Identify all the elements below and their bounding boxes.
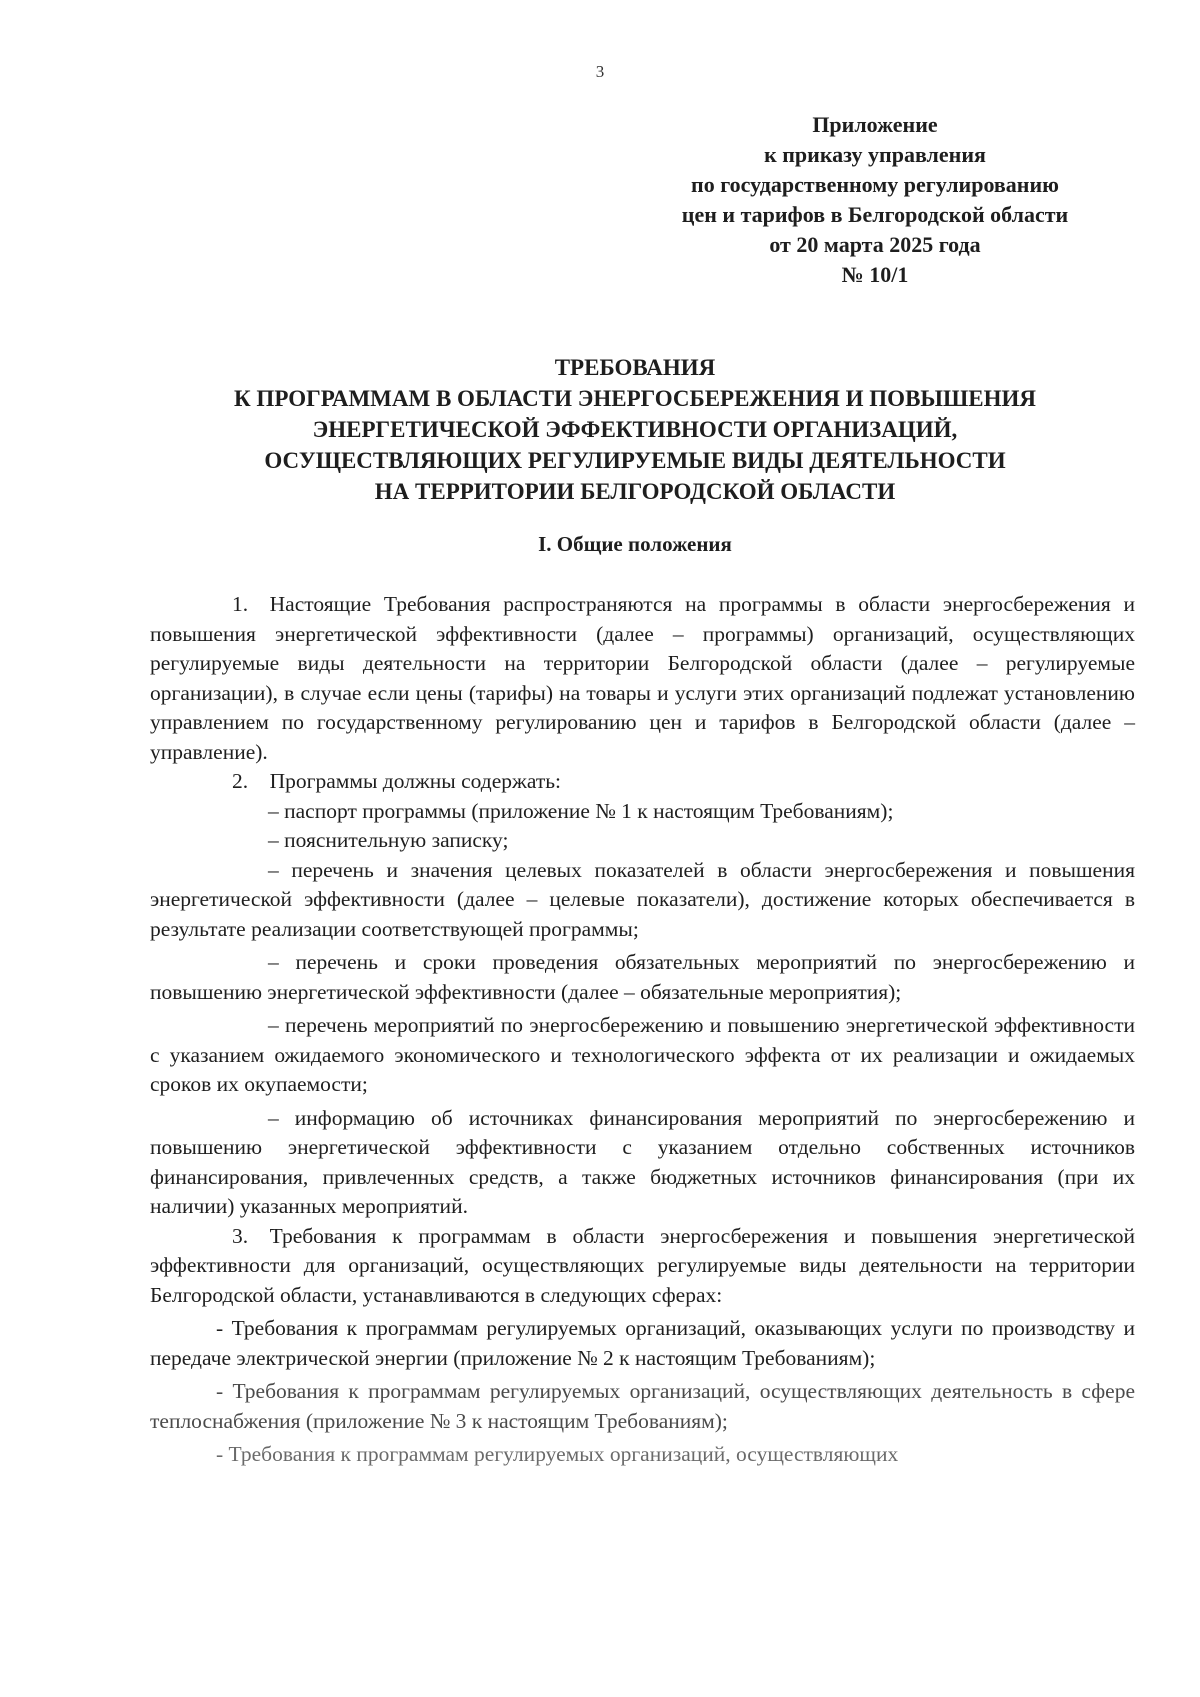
document-body: [150, 590, 1135, 1470]
appendix-line: цен и тарифов в Белгородской области: [681, 202, 1069, 227]
paragraph-3: 3. Требования к программам в области энергосбережения и повышения энергетической эффективности для организаций, осуществляющих регулируемые виды деятельности на территории Белгородской области, устанавливаются в следующих сферах:: [150, 1223, 1135, 1307]
title-line: НА ТЕРРИТОРИИ БЕЛГОРОДСКОЙ ОБЛАСТИ: [374, 479, 896, 504]
appendix-block: [630, 110, 1120, 290]
appendix-line: по государственному регулированию: [691, 172, 1059, 197]
list-item: - Требования к программам регулируемых организаций, осуществляющих: [216, 1442, 899, 1466]
list-item: – информацию об источниках финансирования мероприятий по энергосбережению и повышению энергетической эффективности с указанием отдельно собственных источников финансирования, привлеченных средств, а также бюджетных источников финансирования (при их наличии) указанных мероприятий.: [150, 1105, 1135, 1218]
list-item: – перечень и значения целевых показателей в области энергосбережения и повышения энергетической эффективности (далее – целевые показатели), достижение которых обеспечивается в результате реализации соответствующей программы;: [150, 857, 1135, 941]
paragraph-1: 1. Настоящие Требования распространяются на программы в области энергосбережения и повышения энергетической эффективности (далее – программы) организаций, осуществляющих регулируемые виды деятельности на территории Белгородской области (далее – регулируемые организации), в случае если цены (тарифы) на товары и услуги этих организаций подлежат установлению управлением по государственному регулированию цен и тарифов в Белгородской области (далее – управление).: [150, 592, 1135, 764]
list-item: - Требования к программам регулируемых организаций, осуществляющих деятельность в сфере теплоснабжения (приложение № 3 к настоящим Требованиям);: [150, 1379, 1135, 1433]
list-item: - Требования к программам регулируемых организаций, оказывающих услуги по производству и передаче электрической энергии (приложение № 2 к настоящим Требованиям);: [150, 1316, 1135, 1370]
document-title: [150, 352, 1120, 507]
page-number: 3: [595, 62, 605, 81]
title-line: ЭНЕРГЕТИЧЕСКОЙ ЭФФЕКТИВНОСТИ ОРГАНИЗАЦИЙ,: [312, 417, 958, 442]
title-line: ОСУЩЕСТВЛЯЮЩИХ РЕГУЛИРУЕМЫЕ ВИДЫ ДЕЯТЕЛЬНОСТИ: [264, 448, 1006, 473]
list-item: – перечень и сроки проведения обязательных мероприятий по энергосбережению и повышению энергетической эффективности (далее – обязательные мероприятия);: [150, 950, 1135, 1004]
list-item: – перечень мероприятий по энергосбережению и повышению энергетической эффективности с указанием ожидаемого экономического и технологического эффекта от их реализации и ожидаемых сроков их окупаемости;: [150, 1013, 1135, 1096]
appendix-line: Приложение: [812, 112, 938, 137]
section-heading: I. Общие положения: [538, 532, 732, 556]
list-item: – пояснительную записку;: [268, 828, 509, 852]
appendix-line: к приказу управления: [764, 142, 986, 167]
appendix-line: от 20 марта 2025 года: [769, 232, 981, 257]
title-line: ТРЕБОВАНИЯ: [554, 355, 716, 380]
list-item: – паспорт программы (приложение № 1 к настоящим Требованиям);: [268, 798, 894, 823]
paragraph-2: 2. Программы должны содержать:: [232, 769, 562, 793]
title-line: К ПРОГРАММАМ В ОБЛАСТИ ЭНЕРГОСБЕРЕЖЕНИЯ И ПОВЫШЕНИЯ: [234, 386, 1036, 411]
appendix-number: № 10/1: [841, 262, 909, 287]
